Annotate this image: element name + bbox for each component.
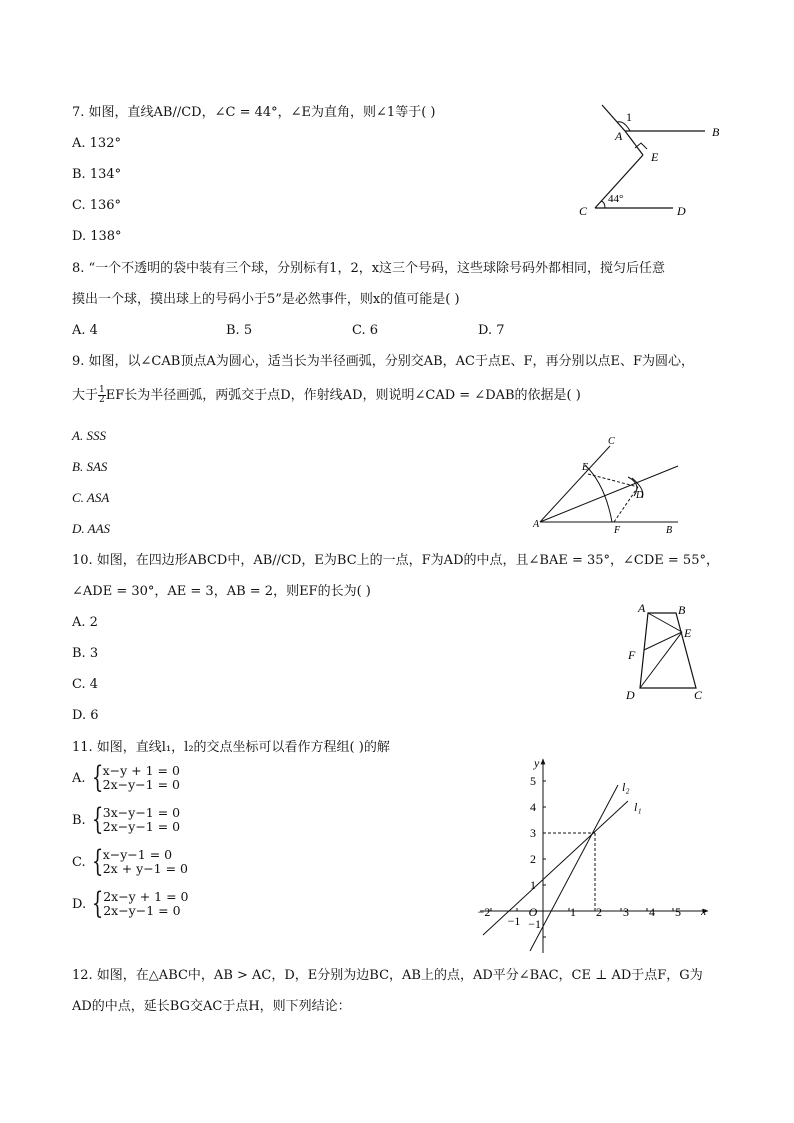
- q10-line2: ∠ADE = 30°，AE = 3，AB = 2，则EF的长为( ): [72, 584, 371, 599]
- q9-line2-prefix: 大于: [72, 388, 99, 403]
- q9-label-a: A: [533, 519, 540, 530]
- y-tick-2: 2: [530, 852, 536, 866]
- q9-option-a: A. SSS: [72, 428, 106, 443]
- q10-option-c: C. 4: [72, 677, 99, 692]
- origin-label: O: [528, 905, 538, 919]
- l1-label: l₁: [634, 800, 642, 814]
- q7-option-a: A. 132°: [72, 136, 121, 151]
- q11-option-c-eq1: x−y−1 = 0: [102, 847, 173, 862]
- q7-label-b: B: [712, 125, 720, 139]
- y-axis-label: y: [534, 756, 540, 770]
- q8-line1: 8. “一个不透明的袋中装有三个球，分别标有1，2，x这三个号码，这些球除号码外都相同，搅匀后任意: [72, 261, 666, 276]
- q10-line1: 10. 如图，在四边形ABCD中，AB//CD，E为BC上的一点，F为AD的中点，且∠BAE = 35°，∠CDE = 55°，: [72, 553, 719, 568]
- q11-option-a: [72, 760, 180, 795]
- q9-line2-suffix: EF长为半径画弧，两弧交于点D，作射线AD，则说明∠CAD = ∠DAB的依据是( ): [105, 388, 581, 403]
- y-tick-neg1: −1: [528, 917, 541, 931]
- q11-option-b-system: [103, 806, 180, 834]
- x-tick-2: 2: [596, 905, 602, 919]
- q7-label-d: D: [677, 204, 686, 218]
- q7-label-44: 44°: [608, 193, 624, 205]
- q11-option-b-label: B.: [72, 812, 86, 828]
- brace-icon: {: [91, 760, 103, 795]
- brace-icon: {: [91, 802, 103, 837]
- q10-label-d: D: [626, 688, 635, 702]
- q11-option-a-system: [103, 764, 180, 792]
- q8-option-a: A. 4: [72, 323, 98, 338]
- x-tick-3: 3: [623, 905, 629, 919]
- q11-graph: [478, 755, 718, 955]
- q11-option-d-eq1: 2x−y + 1 = 0: [103, 889, 189, 904]
- x-tick-neg2: −2: [478, 905, 491, 919]
- q10-option-a: A. 2: [72, 615, 98, 630]
- q10-label-a: A: [638, 601, 646, 615]
- q11-option-c: [72, 844, 189, 879]
- q11-option-d: [72, 886, 189, 921]
- q9-line2: [72, 386, 581, 405]
- q11-option-c-label: C.: [72, 854, 86, 870]
- y-tick-1: 1: [530, 878, 536, 892]
- q9-line1: 9. 如图，以∠CAB顶点A为圆心，适当长为半径画弧，分别交AB，AC于点E、F，再分别以点E、F为圆心，: [72, 354, 695, 369]
- q12-line2: AD的中点，延长BG交AC于点H，则下列结论：: [72, 999, 351, 1014]
- q7-label-e: E: [651, 150, 659, 164]
- q11-option-a-label: A.: [72, 770, 86, 786]
- q8-line2: 摸出一个球，摸出球上的号码小于5”是必然事件，则x的值可能是( ): [72, 292, 460, 307]
- l2-label: l₂: [622, 780, 630, 794]
- q7-figure: [575, 98, 735, 223]
- q10-label-b: B: [678, 603, 686, 617]
- x-tick-4: 4: [649, 905, 655, 919]
- q9-option-b: B. SAS: [72, 459, 108, 474]
- q10-label-c: C: [694, 688, 703, 702]
- q11-option-b: [72, 802, 181, 837]
- q11-option-a-eq2: 2x−y−1 = 0: [102, 777, 180, 792]
- y-tick-4: 4: [530, 800, 536, 814]
- q10-figure: [620, 598, 715, 708]
- q11-option-d-system: [103, 890, 188, 918]
- q9-figure: [530, 432, 690, 537]
- x-tick-neg1: −1: [507, 914, 521, 928]
- y-tick-3: 3: [530, 826, 536, 840]
- y-tick-5: 5: [530, 774, 536, 788]
- q11-option-c-eq2: 2x + y−1 = 0: [102, 861, 189, 876]
- x-axis-label: x: [701, 904, 707, 918]
- q8-option-c: C. 6: [352, 323, 379, 338]
- q7-label-c: C: [579, 204, 588, 218]
- q9-label-e: E: [582, 462, 589, 473]
- q11-option-d-eq2: 2x−y−1 = 0: [103, 903, 181, 918]
- q9-fraction: [98, 386, 106, 405]
- q10-label-f: F: [628, 648, 636, 662]
- q9-label-d: D: [636, 490, 644, 501]
- q10-option-b: B. 3: [72, 646, 99, 661]
- q9-frac-den: 2: [99, 395, 105, 405]
- q11-option-c-system: [103, 848, 188, 876]
- q9-label-b: B: [666, 525, 673, 536]
- q7-option-c: C. 136°: [72, 198, 122, 213]
- q11-option-d-label: D.: [72, 896, 87, 912]
- q7-stem: 7. 如图，直线AB//CD，∠C = 44°，∠E为直角，则∠1等于( ): [72, 105, 436, 120]
- q12-line1: 12. 如图，在△ABC中，AB > AC，D，E分别为边BC，AB上的点，AD平分∠BAC，CE ⊥ AD于点F，G为: [72, 968, 703, 983]
- q7-option-b: B. 134°: [72, 167, 122, 182]
- q10-label-e: E: [684, 626, 692, 640]
- q9-label-c: C: [608, 436, 615, 447]
- x-tick-1: 1: [570, 905, 576, 919]
- q9-label-f: F: [614, 525, 621, 536]
- brace-icon: {: [91, 886, 104, 921]
- q9-frac-num: 1: [99, 385, 105, 395]
- q9-option-d: D. AAS: [72, 521, 111, 536]
- q7-option-d: D. 138°: [72, 229, 122, 244]
- q11-option-a-eq1: x−y + 1 = 0: [102, 763, 180, 778]
- q11-stem: 11. 如图，直线l₁，l₂的交点坐标可以看作方程组( )的解: [72, 740, 390, 755]
- line-l1: [483, 801, 628, 935]
- q7-label-1: 1: [626, 110, 632, 124]
- q10-option-d: D. 6: [72, 708, 99, 723]
- q7-label-a: A: [615, 129, 623, 143]
- brace-icon: {: [91, 844, 103, 879]
- x-tick-5: 5: [675, 905, 681, 919]
- q8-option-d: D. 7: [478, 323, 505, 338]
- q8-option-b: B. 5: [226, 323, 253, 338]
- q9-option-c: C. ASA: [72, 490, 110, 505]
- q11-option-b-eq2: 2x−y−1 = 0: [102, 819, 181, 834]
- q11-option-b-eq1: 3x−y−1 = 0: [102, 805, 181, 820]
